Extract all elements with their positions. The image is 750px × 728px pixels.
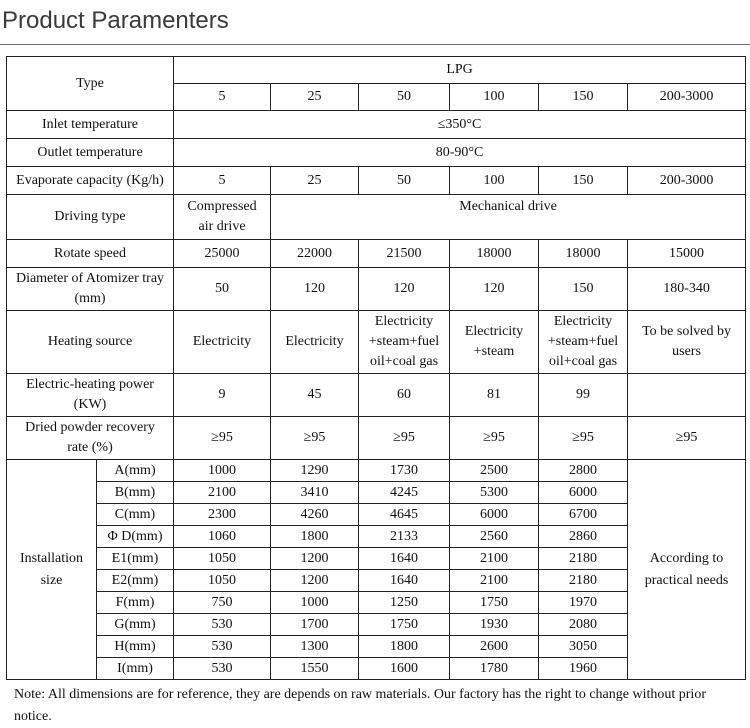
heating-cell: Electricity [174, 311, 271, 374]
dim-cell: 6000 [450, 504, 539, 526]
type-label: Type [7, 57, 174, 111]
rotate-cell: 21500 [359, 240, 450, 268]
dim-label: H(mm) [97, 636, 174, 658]
tray-cell: 150 [539, 268, 628, 311]
dim-cell: 530 [174, 614, 271, 636]
tray-cell: 120 [271, 268, 359, 311]
heating-cell: Electricity +steam+fuel oil+coal gas [359, 311, 450, 374]
rotate-cell: 25000 [174, 240, 271, 268]
rotate-cell: 18000 [539, 240, 628, 268]
lpg-label: LPG [174, 57, 746, 84]
dim-cell: 1700 [271, 614, 359, 636]
power-cell: 9 [174, 374, 271, 417]
evap-cell: 150 [539, 167, 628, 195]
power-cell: 99 [539, 374, 628, 417]
recovery-cell: ≥95 [271, 417, 359, 460]
dim-cell: 3050 [539, 636, 628, 658]
dim-label: C(mm) [97, 504, 174, 526]
power-cell [628, 374, 746, 417]
driving-cell: Compressed air drive [174, 195, 271, 240]
inlet-value: ≤350°C [174, 111, 746, 139]
power-label: Electric-heating power (KW) [7, 374, 174, 417]
dim-cell: 1600 [359, 658, 450, 680]
driving-mechanical: Mechanical drive [271, 195, 746, 240]
dim-label: B(mm) [97, 482, 174, 504]
power-cell: 45 [271, 374, 359, 417]
tray-cell: 120 [450, 268, 539, 311]
dim-cell: 4645 [359, 504, 450, 526]
dim-cell: 1290 [271, 460, 359, 482]
tray-label: Diameter of Atomizer tray (mm) [7, 268, 174, 311]
evap-label: Evaporate capacity (Kg/h) [7, 167, 174, 195]
dim-cell: 6700 [539, 504, 628, 526]
dim-cell: 1930 [450, 614, 539, 636]
dim-cell: 1640 [359, 548, 450, 570]
dim-label: Φ D(mm) [97, 526, 174, 548]
heating-cell: Electricity [271, 311, 359, 374]
heating-label: Heating source [7, 311, 174, 374]
outlet-label: Outlet temperature [7, 139, 174, 167]
table-row [7, 417, 746, 460]
dim-cell: 1750 [359, 614, 450, 636]
dim-label: G(mm) [97, 614, 174, 636]
dim-cell: 1000 [271, 592, 359, 614]
tray-cell: 120 [359, 268, 450, 311]
dim-cell: 530 [174, 636, 271, 658]
dim-cell: 4245 [359, 482, 450, 504]
dim-cell: 2080 [539, 614, 628, 636]
evap-cell: 25 [271, 167, 359, 195]
rotate-cell: 15000 [628, 240, 746, 268]
page-title: Product Paramenters [2, 7, 229, 34]
heating-cell: Electricity +steam [450, 311, 539, 374]
rotate-label: Rotate speed [7, 240, 174, 268]
tray-cell: 50 [174, 268, 271, 311]
evap-cell: 200-3000 [628, 167, 746, 195]
recovery-cell: ≥95 [539, 417, 628, 460]
heating-cell: To be solved by users [628, 311, 746, 374]
dim-cell: 6000 [539, 482, 628, 504]
evap-cell: 50 [359, 167, 450, 195]
model-cell: 100 [450, 84, 539, 111]
table-row [7, 460, 746, 482]
dim-cell: 750 [174, 592, 271, 614]
rotate-cell: 22000 [271, 240, 359, 268]
dim-cell: 2860 [539, 526, 628, 548]
recovery-label: Dried powder recovery rate (%) [7, 417, 174, 460]
model-cell: 50 [359, 84, 450, 111]
power-cell: 81 [450, 374, 539, 417]
dim-cell: 2600 [450, 636, 539, 658]
dim-label: I(mm) [97, 658, 174, 680]
dim-cell: 1000 [174, 460, 271, 482]
dim-cell: 1250 [359, 592, 450, 614]
dim-cell: 1960 [539, 658, 628, 680]
evap-cell: 100 [450, 167, 539, 195]
dim-label: F(mm) [97, 592, 174, 614]
power-cell: 60 [359, 374, 450, 417]
table-row [7, 240, 746, 268]
dim-cell: 1970 [539, 592, 628, 614]
tray-cell: 180-340 [628, 268, 746, 311]
table-row [7, 195, 746, 240]
dim-cell: 1780 [450, 658, 539, 680]
dim-cell: 1060 [174, 526, 271, 548]
dim-label: A(mm) [97, 460, 174, 482]
dim-cell: 4260 [271, 504, 359, 526]
dim-cell: 1640 [359, 570, 450, 592]
dim-cell: 1550 [271, 658, 359, 680]
table-row [7, 111, 746, 139]
dim-cell: 1200 [271, 570, 359, 592]
dim-cell: 530 [174, 658, 271, 680]
dim-label: E1(mm) [97, 548, 174, 570]
dim-cell: 1200 [271, 548, 359, 570]
recovery-cell: ≥95 [174, 417, 271, 460]
recovery-cell: ≥95 [359, 417, 450, 460]
dim-cell: 1800 [271, 526, 359, 548]
dim-cell: 1750 [450, 592, 539, 614]
table-row [7, 139, 746, 167]
evap-cell: 5 [174, 167, 271, 195]
recovery-cell: ≥95 [450, 417, 539, 460]
model-cell: 200-3000 [628, 84, 746, 111]
inlet-label: Inlet temperature [7, 111, 174, 139]
dim-cell: 1050 [174, 548, 271, 570]
dim-cell: 2180 [539, 548, 628, 570]
rotate-cell: 18000 [450, 240, 539, 268]
table-row [7, 374, 746, 417]
outlet-value: 80-90°C [174, 139, 746, 167]
dim-cell: 1300 [271, 636, 359, 658]
dim-cell: 2100 [450, 570, 539, 592]
dim-cell: 2800 [539, 460, 628, 482]
table-row [7, 57, 746, 84]
dim-cell: 1050 [174, 570, 271, 592]
dim-cell: 2300 [174, 504, 271, 526]
dim-cell: 2100 [450, 548, 539, 570]
model-cell: 25 [271, 84, 359, 111]
dim-cell: 2560 [450, 526, 539, 548]
dim-cell: 2100 [174, 482, 271, 504]
heating-cell: Electricity +steam+fuel oil+coal gas [539, 311, 628, 374]
dim-cell: 5300 [450, 482, 539, 504]
model-cell: 150 [539, 84, 628, 111]
dim-cell: 2180 [539, 570, 628, 592]
dim-cell: 1730 [359, 460, 450, 482]
disclaimer-note: Note: All dimensions are for reference, they are depends on raw materials. Our factory has the right to change without prior notice. [14, 687, 706, 724]
dim-cell: 3410 [271, 482, 359, 504]
table-row [7, 311, 746, 374]
installation-note: According to practical needs [628, 460, 746, 680]
recovery-cell: ≥95 [628, 417, 746, 460]
product-parameters-table [6, 56, 746, 680]
driving-label: Driving type [7, 195, 174, 240]
dim-cell: 1800 [359, 636, 450, 658]
installation-label: Installation size [7, 460, 97, 680]
dim-cell: 2500 [450, 460, 539, 482]
dim-cell: 2133 [359, 526, 450, 548]
dim-label: E2(mm) [97, 570, 174, 592]
title-divider [0, 44, 750, 45]
table-row [7, 268, 746, 311]
table-row [7, 167, 746, 195]
model-cell: 5 [174, 84, 271, 111]
